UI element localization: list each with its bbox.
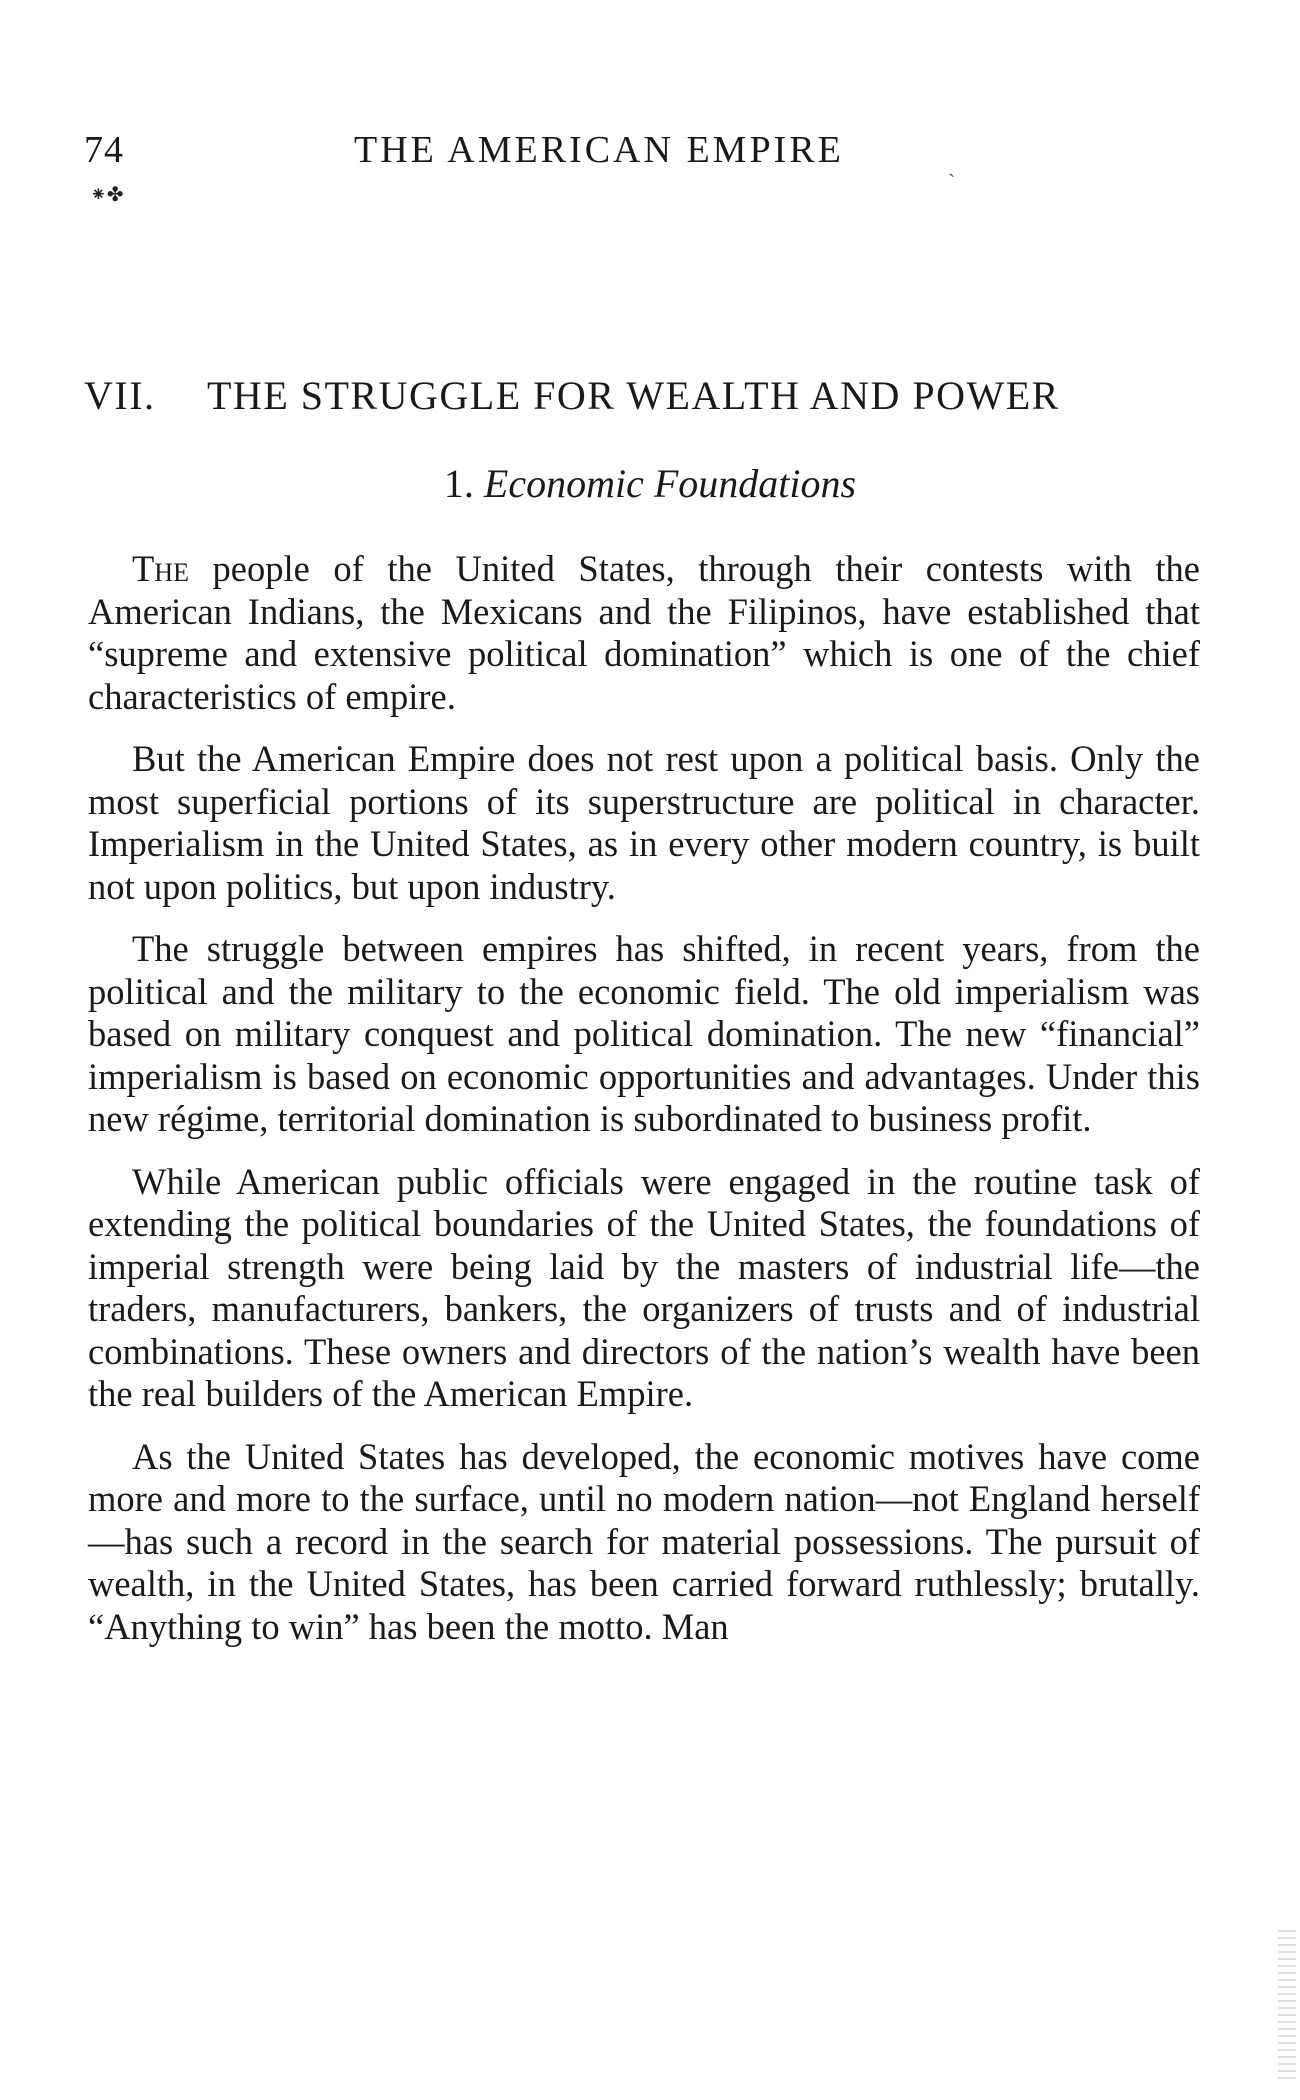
printer-ornament: ⁕✤ xyxy=(90,184,124,206)
running-head xyxy=(84,128,1194,188)
section-title: Economic Foundations xyxy=(483,461,857,506)
paragraph: As the United States has developed, the economic motives have come more and more to the surface, until no modern nation—not England herself—has such a record in the search for material possessions. The pursuit of wealth, in the United States, has been carried forward ruthlessly; brutally. “Anything to win” has been the motto. Man xyxy=(88,1435,1200,1647)
paragraph: While American public officials were engaged in the routine task of extending the political boundaries of the United States, the foundations of imperial strength were being laid by the masters of industrial life—the traders, manufacturers, bankers, the organizers of trusts and of industrial combinations. These owners and directors of the nation’s wealth have been the real builders of the American Empire. xyxy=(88,1160,1200,1414)
paragraph-lead-word: The xyxy=(132,548,189,589)
running-title: THE AMERICAN EMPIRE xyxy=(354,129,844,171)
paragraph: The struggle between empires has shifted, in recent years, from the political and the military to the economic field. The old imperialism was based on military conquest and political domination. The new “financial” imperialism is based on economic opportunities and advantages. Under this new régime, territorial domination is subordinated to business profit. xyxy=(88,928,1200,1139)
section-heading xyxy=(0,460,1300,507)
stray-mark: ˎ xyxy=(948,152,956,177)
paragraph-text: people of the United States, through their contests with the American Indians, the Mexicans and the Filipinos, have established that “supreme and extensive political domination” which is one of the chief characteristics of empire. xyxy=(88,548,1200,717)
chapter-heading xyxy=(84,372,1204,419)
chapter-title: THE STRUGGLE FOR WEALTH AND POWER xyxy=(207,373,1060,418)
body-text xyxy=(88,548,1200,1668)
page-number: 74 xyxy=(84,129,124,171)
section-number: 1. xyxy=(443,461,474,506)
chapter-number: VII. xyxy=(84,373,156,418)
page-edge-texture xyxy=(1278,1930,1296,2080)
paragraph: But the American Empire does not rest upon a political basis. Only the most superficial portions of its superstructure are political in character. Imperialism in the United States, as in every other modern country, is built not upon politics, but upon industry. xyxy=(88,738,1200,907)
paragraph xyxy=(88,548,1200,718)
